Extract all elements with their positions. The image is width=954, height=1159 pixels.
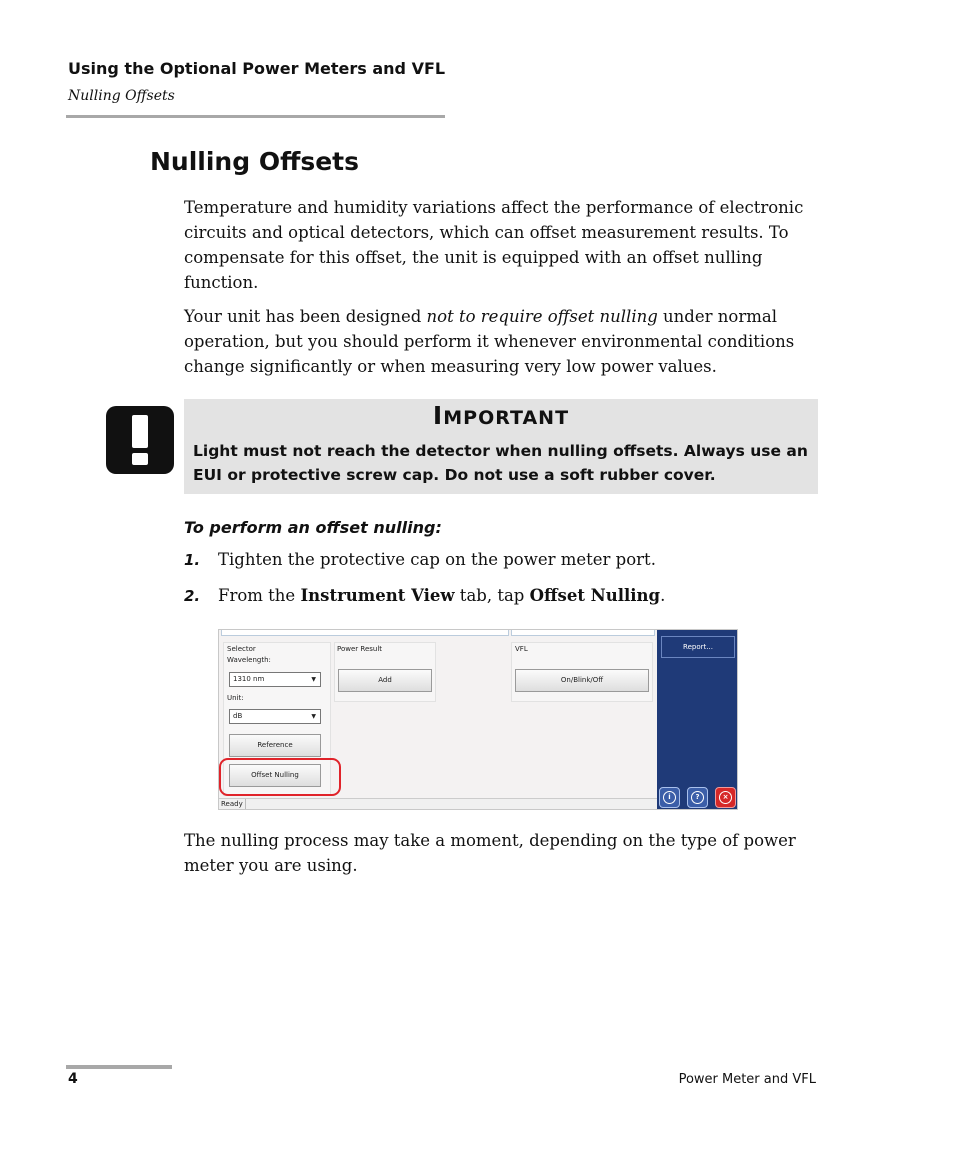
footer-divider bbox=[66, 1065, 172, 1069]
report-button[interactable]: Report... bbox=[661, 636, 735, 658]
important-text: Light must not reach the detector when nulling offsets. Always use an EUI or protective screw cap. Do not use a soft rubber cover. bbox=[193, 442, 808, 484]
intro-paragraph-2 bbox=[184, 304, 824, 379]
vfl-label: VFL bbox=[515, 645, 528, 653]
unit-select[interactable] bbox=[229, 709, 321, 724]
wavelength-select[interactable] bbox=[229, 672, 321, 687]
close-button[interactable] bbox=[715, 787, 736, 808]
close-icon: × bbox=[719, 791, 732, 804]
info-icon: i bbox=[663, 791, 676, 804]
step-1-text: Tighten the protective cap on the power meter port. bbox=[218, 550, 656, 569]
step-2-instrument-view: Instrument View bbox=[300, 586, 455, 605]
closing-paragraph: The nulling process may take a moment, depending on the type of power meter you are using. bbox=[184, 831, 796, 875]
status-text: Ready bbox=[221, 800, 243, 808]
intro-paragraph-1: Temperature and humidity variations affect the performance of electronic circuits and optical detectors, which can offset measurement results. To compensate for this offset, the unit is equipped with an offset nulling function. bbox=[184, 198, 804, 292]
help-button[interactable] bbox=[687, 787, 708, 808]
important-heading-rest: MPORTANT bbox=[443, 407, 570, 429]
section-title: Nulling Offsets bbox=[150, 147, 359, 176]
reference-button[interactable]: Reference bbox=[229, 734, 321, 757]
chevron-down-icon: ▼ bbox=[311, 676, 316, 683]
info-button[interactable] bbox=[659, 787, 680, 808]
procedure-title: To perform an offset nulling: bbox=[184, 518, 442, 537]
status-divider bbox=[245, 799, 246, 810]
unit-value: dB bbox=[233, 712, 243, 720]
step-2-part-2: tab, tap bbox=[454, 586, 530, 605]
top-tab-left[interactable] bbox=[221, 629, 509, 636]
running-header-chapter: Using the Optional Power Meters and VFL bbox=[68, 59, 446, 78]
step-2-number: 2. bbox=[184, 587, 201, 605]
header-divider bbox=[66, 115, 445, 118]
instrument-view-screenshot bbox=[218, 629, 738, 810]
intro-p2-start: Your unit has been designed bbox=[184, 307, 427, 326]
intro-p2-emphasis: not to require offset nulling bbox=[426, 307, 658, 326]
step-2-part-3: . bbox=[660, 586, 666, 605]
unit-label: Unit: bbox=[227, 694, 244, 702]
document-title: Power Meter and VFL bbox=[678, 1072, 816, 1087]
intro-p2-end: under normal operation, but you should perform it whenever environmental conditions change significantly or when measuring very low power values. bbox=[184, 307, 795, 376]
wavelength-value: 1310 nm bbox=[233, 675, 265, 683]
right-sidebar bbox=[657, 630, 738, 810]
offset-nulling-button[interactable]: Offset Nulling bbox=[229, 764, 321, 787]
power-result-label: Power Result bbox=[337, 645, 383, 653]
important-heading bbox=[184, 401, 818, 430]
page-number: 4 bbox=[68, 1071, 78, 1087]
vfl-button[interactable]: On/Blink/Off bbox=[515, 669, 649, 692]
step-2-text bbox=[218, 586, 665, 605]
running-header-section: Nulling Offsets bbox=[68, 88, 175, 104]
exclamation-icon bbox=[106, 406, 174, 474]
selector-label: Selector bbox=[227, 645, 256, 653]
step-2-part-1: From the bbox=[218, 586, 301, 605]
add-button[interactable]: Add bbox=[338, 669, 432, 692]
wavelength-label: Wavelength: bbox=[227, 656, 271, 664]
offset-nulling-highlight bbox=[219, 758, 341, 796]
important-heading-initial: I bbox=[432, 401, 444, 430]
important-notice bbox=[184, 399, 818, 494]
step-1-number: 1. bbox=[184, 551, 201, 569]
chevron-down-icon: ▼ bbox=[311, 713, 316, 720]
top-tab-right[interactable] bbox=[511, 629, 655, 636]
status-bar bbox=[219, 798, 657, 810]
help-icon: ? bbox=[691, 791, 704, 804]
step-2-offset-nulling: Offset Nulling bbox=[529, 586, 661, 605]
